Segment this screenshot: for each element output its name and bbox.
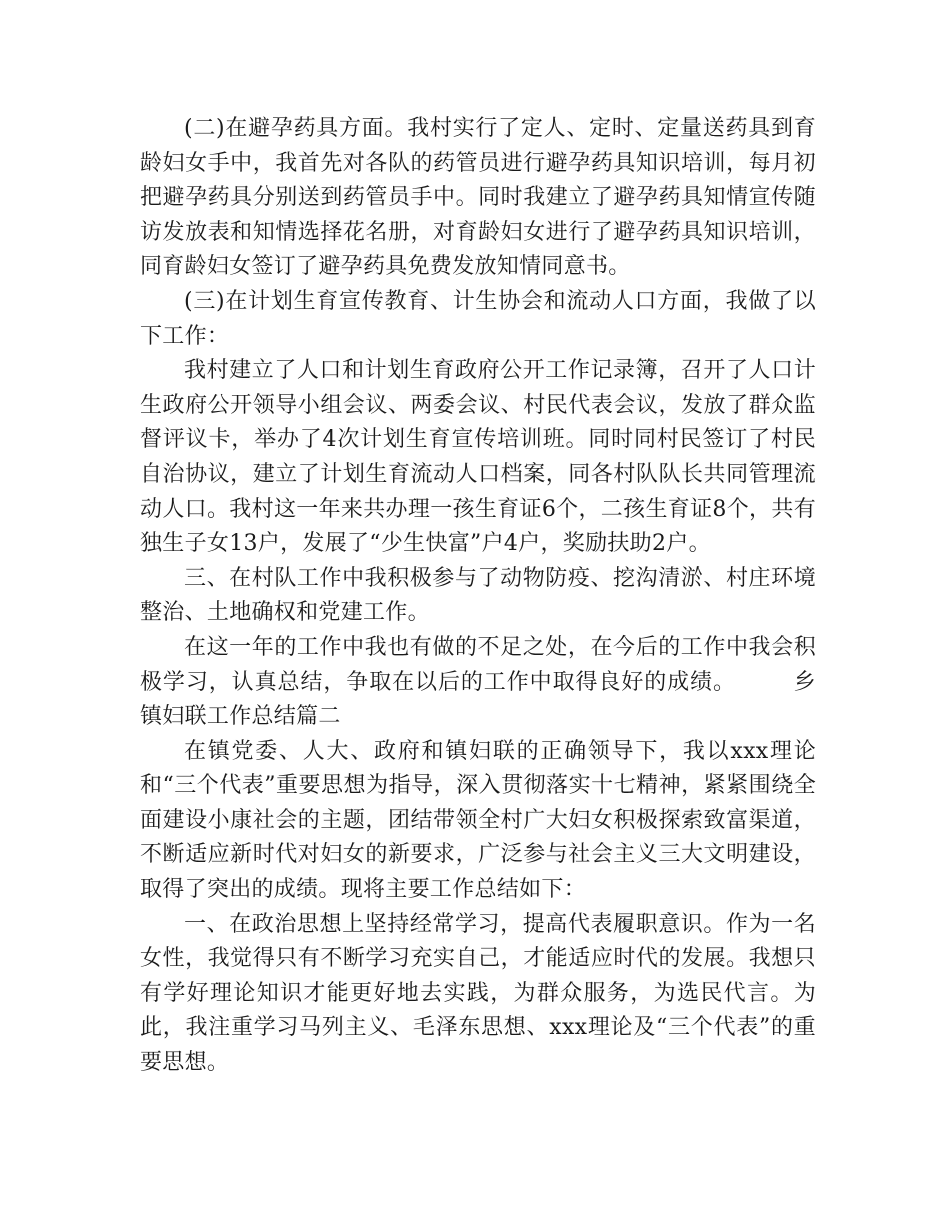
paragraph-shortcomings: 在这一年的工作中我也有做的不足之处，在今后的工作中我会积极学习，认真总结，争取在以后的工作中取得良好的成绩。 乡镇妇联工作总结篇二 xyxy=(140,634,816,730)
paragraph-village-work: 三、在村队工作中我积极参与了动物防疫、挖沟清淤、村庄环境整治、土地确权和党建工作。 xyxy=(140,565,816,626)
paragraph-summary-intro: 在镇党委、人大、政府和镇妇联的正确领导下，我以xxx理论和“三个代表”重要思想为指导，深入贯彻落实十七精神，紧紧围绕全面建设小康社会的主题，团结带领全村广大妇女积极探索致富渠道，不断适应新时代对妇女的新要求，广泛参与社会主义三大文明建设，取得了突出的成绩。现将主要工作总结如下： xyxy=(140,738,816,903)
document-body xyxy=(140,112,816,1081)
paragraph-contraceptives: (二)在避孕药具方面。我村实行了定人、定时、定量送药具到育龄妇女手中，我首先对各队的药管员进行避孕药具知识培训，每月初把避孕药具分别送到药管员手中。同时我建立了避孕药具知情宣传随访发放表和知情选择花名册，对育龄妇女进行了避孕药具知识培训，同育龄妇女签订了避孕药具免费发放知情同意书。 xyxy=(140,116,816,280)
paragraph-political-study: 一、在政治思想上坚持经常学习，提高代表履职意识。作为一名女性，我觉得只有不断学习充实自己，才能适应时代的发展。我想只有学好理论知识才能更好地去实践，为群众服务，为选民代言。为此，我注重学习马列主义、毛泽东思想、xxx理论及“三个代表”的重要思想。 xyxy=(140,911,816,1076)
paragraph-publicity-heading: (三)在计划生育宣传教育、计生协会和流动人口方面，我做了以下工作： xyxy=(140,288,816,349)
paragraph-village-records: 我村建立了人口和计划生育政府公开工作记录簿，召开了人口计生政府公开领导小组会议、两委会议、村民代表会议，发放了群众监督评议卡，举办了4次计划生育宣传培训班。同时同村民签订了村民自治协议，建立了计划生育流动人口档案，同各村队队长共同管理流动人口。我村这一年来共办理一孩生育证6个，二孩生育证8个，共有独生子女13户，发展了“少生快富”户4户，奖励扶助2户。 xyxy=(140,358,816,557)
